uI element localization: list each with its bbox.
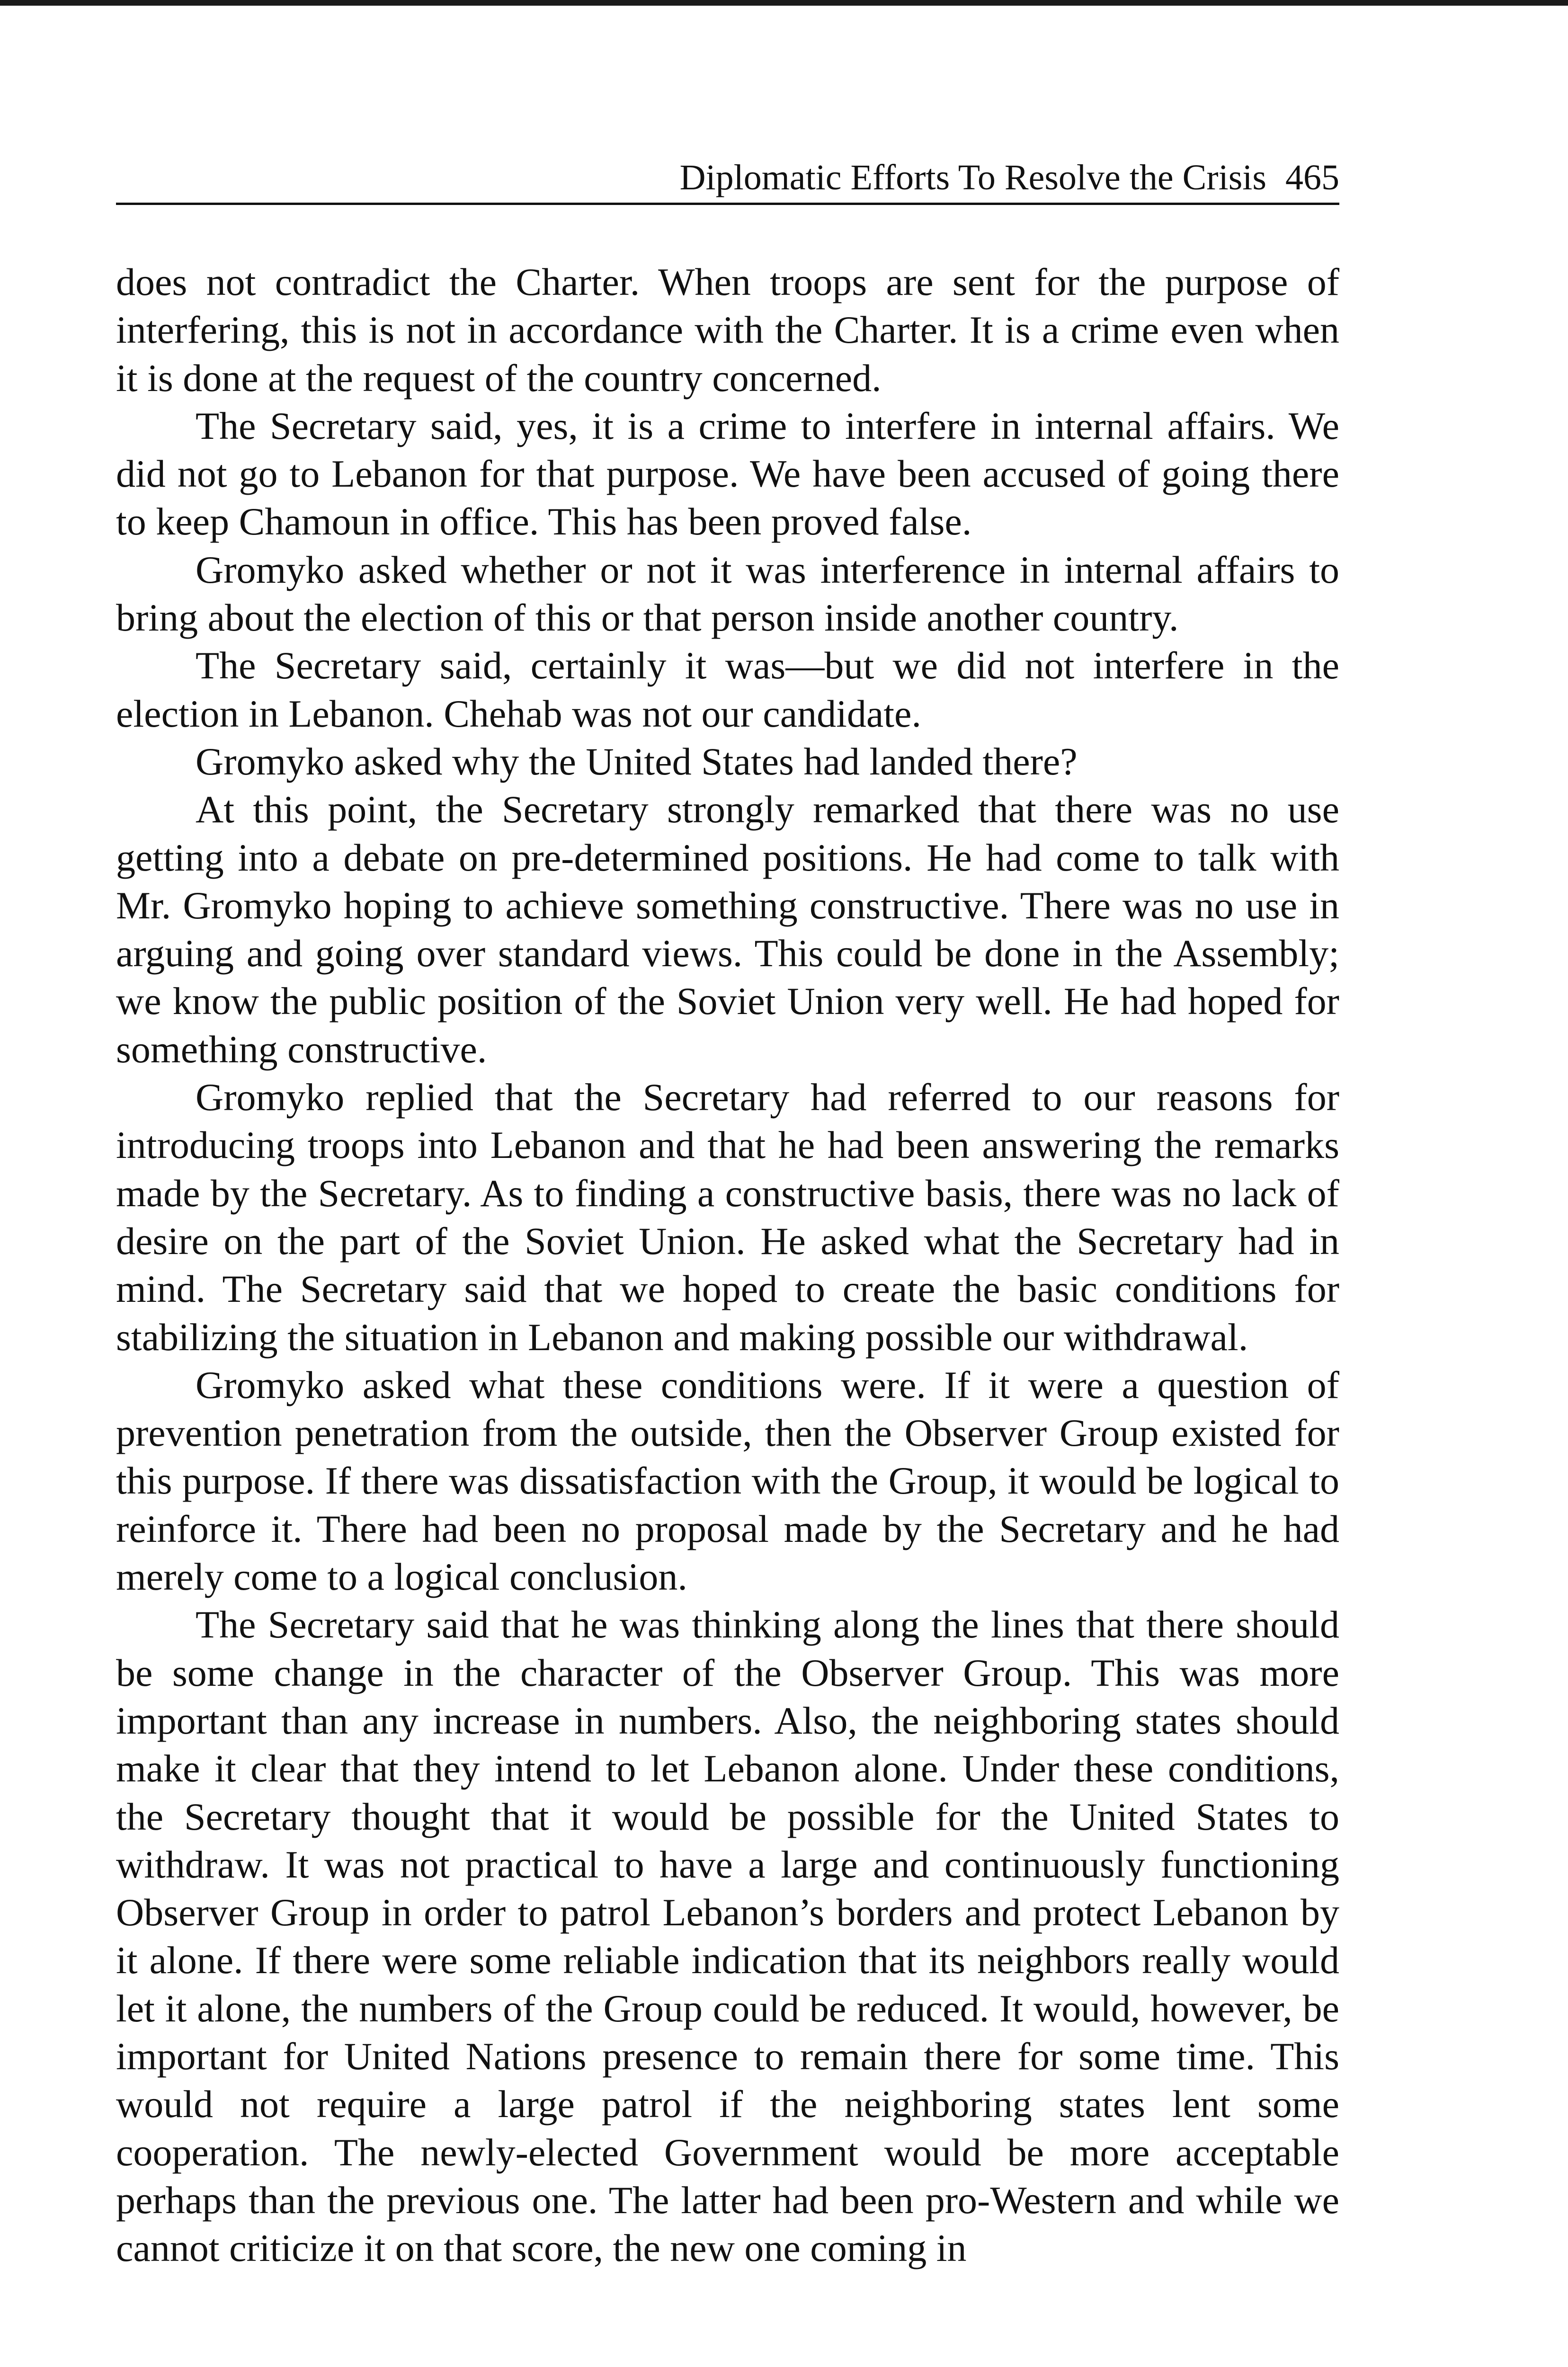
paragraph: The Secretary said, yes, it is a crime to interfere in internal affairs. We did not go to Lebanon for that purpose. We have been accused of going there to keep Chamoun in office. This has been proved false. — [116, 404, 1339, 543]
running-header — [116, 156, 1339, 199]
paragraph: Gromyko asked why the United States had landed there? — [196, 739, 1078, 783]
paragraph: At this point, the Secretary strongly remarked that there was no use getting into a debate on pre-determined positions. He had come to talk with Mr. Gromyko hoping to achieve something constructive. There was no use in arguing and going over standard views. This could be done in the Assembly; we know the public position of the Soviet Union very well. He had hoped for something constructive. — [116, 788, 1339, 1071]
paragraph: Gromyko asked what these conditions were. If it were a question of prevention penetration from the outside, then the Observer Group existed for this purpose. If there was dissatisfaction with the Group, it would be logical to reinforce it. There had been no proposal made by the Secretary and he had merely come to a logical conclusion. — [116, 1363, 1339, 1599]
page-number: 465 — [1285, 158, 1339, 197]
paragraph: Gromyko replied that the Secretary had referred to our reasons for introducing troops into Lebanon and that he had been answering the remarks made by the Secretary. As to finding a constructive basis, there was no lack of desire on the part of the Soviet Union. He asked what the Secretary had in mind. The Secretary said that we hoped to create the basic conditions for stabilizing the situation in Lebanon and making possible our withdrawal. — [116, 1076, 1339, 1359]
page-body — [116, 258, 1339, 2272]
running-title: Diplomatic Efforts To Resolve the Crisis — [679, 158, 1266, 197]
paragraph: The Secretary said, certainly it was—but we did not interfere in the election in Lebanon. Chehab was not our candidate. — [116, 644, 1339, 735]
paragraph-continued: does not contradict the Charter. When troops are sent for the purpose of interfering, this is not in accordance with the Charter. It is a crime even when it is done at the request of the country concerned. — [116, 260, 1339, 400]
header-rule — [116, 203, 1339, 205]
page-top-border — [0, 0, 1568, 6]
paragraph: Gromyko asked whether or not it was interference in internal affairs to bring about the election of this or that person inside another country. — [116, 548, 1339, 640]
paragraph: The Secretary said that he was thinking along the lines that there should be some change in the character of the Observer Group. This was more important than any increase in numbers. Also, the neighboring states should make it clear that they intend to let Lebanon alone. Under these conditions, the Secretary thought that it would be possible for the United States to withdraw. It was not practical to have a large and continuously functioning Observer Group in order to patrol Lebanon’s borders and protect Lebanon by it alone. If there were some reliable indication that its neighbors really would let it alone, the numbers of the Group could be reduced. It would, however, be important for United Nations presence to remain there for some time. This would not require a large patrol if the neighboring states lent some cooperation. The newly-elected Government would be more acceptable perhaps than the previous one. The latter had been pro-Western and while we cannot criticize it on that score, the new one coming in — [116, 1603, 1339, 2270]
